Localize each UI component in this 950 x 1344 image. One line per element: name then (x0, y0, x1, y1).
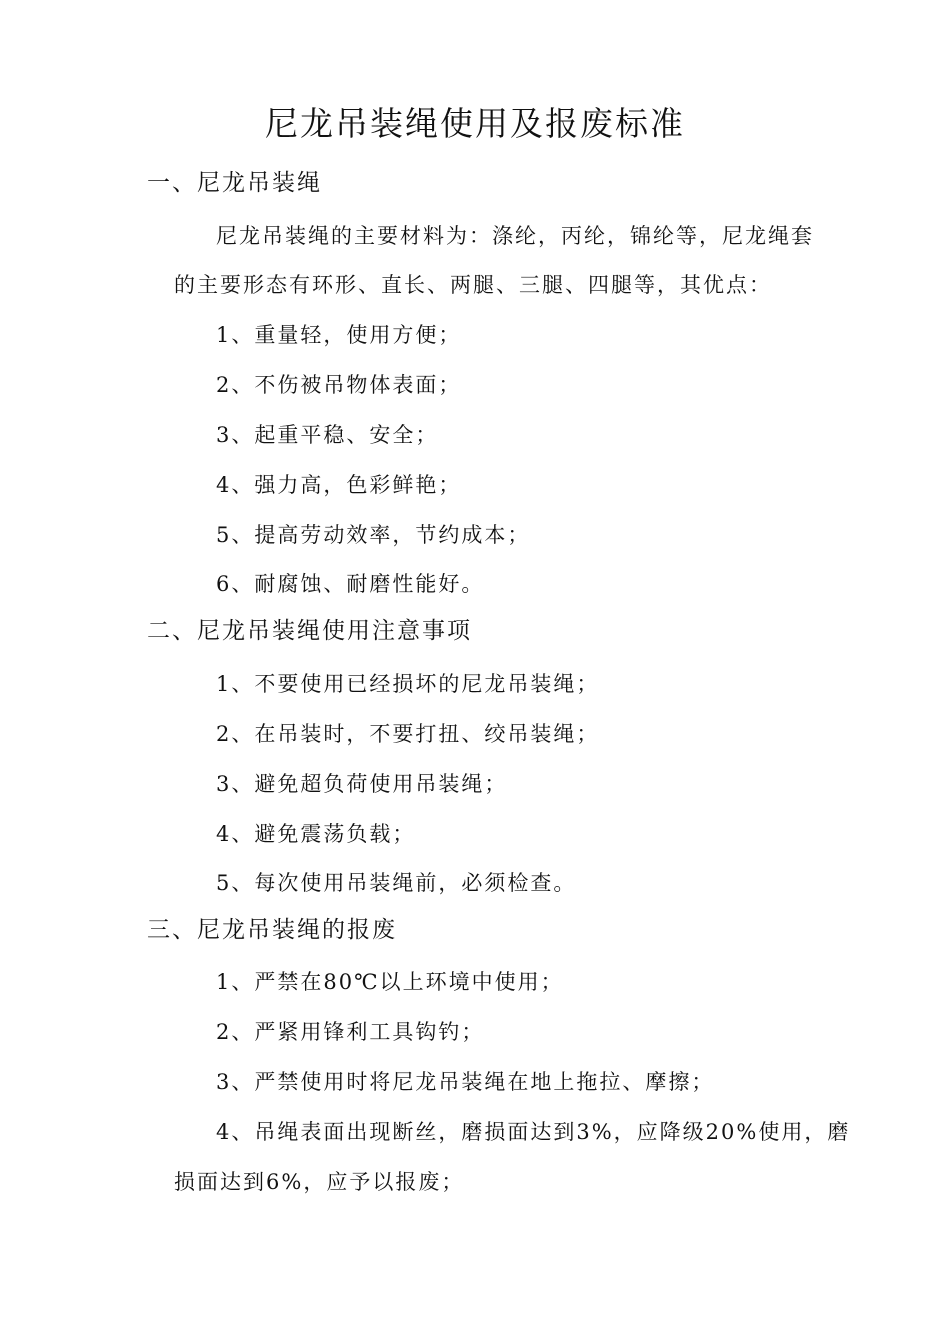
list-item: 1、不要使用已经损坏的尼龙吊装绳； (216, 672, 600, 696)
list-item: 3、严禁使用时将尼龙吊装绳在地上拖拉、摩擦； (216, 1070, 715, 1094)
list-item: 1、严禁在80℃以上环境中使用； (216, 970, 564, 994)
list-item: 5、每次使用吊装绳前，必须检查。 (216, 871, 577, 895)
list-item: 6、耐腐蚀、耐磨性能好。 (216, 572, 485, 596)
list-item-4-line-1: 4、吊绳表面出现断丝，磨损面达到3%，应降级20%使用，磨 (216, 1120, 851, 1144)
list-item: 2、不伤被吊物体表面； (216, 373, 462, 397)
list-item-4-line-2: 损面达到6%，应予以报废； (174, 1170, 465, 1194)
section-1-intro-line-2: 的主要形态有环形、直长、两腿、三腿、四腿等，其优点： (174, 273, 772, 297)
document-title: 尼龙吊装绳使用及报废标准 (265, 104, 685, 143)
section-heading-2: 二、尼龙吊装绳使用注意事项 (147, 618, 472, 644)
list-item: 3、避免超负荷使用吊装绳； (216, 772, 508, 796)
list-item: 2、在吊装时，不要打扭、绞吊装绳； (216, 722, 600, 746)
section-1-intro-line-1: 尼龙吊装绳的主要材料为：涤纶，丙纶，锦纶等，尼龙绳套 (216, 224, 814, 248)
list-item: 2、严紧用锋利工具钩钓； (216, 1020, 485, 1044)
section-heading-3: 三、尼龙吊装绳的报废 (147, 917, 397, 943)
list-item: 4、避免震荡负载； (216, 822, 416, 846)
list-item: 5、提高劳动效率，节约成本； (216, 523, 531, 547)
list-item: 3、起重平稳、安全； (216, 423, 439, 447)
section-heading-1: 一、尼龙吊装绳 (147, 170, 322, 196)
list-item: 4、强力高，色彩鲜艳； (216, 473, 462, 497)
list-item: 1、重量轻，使用方便； (216, 323, 462, 347)
